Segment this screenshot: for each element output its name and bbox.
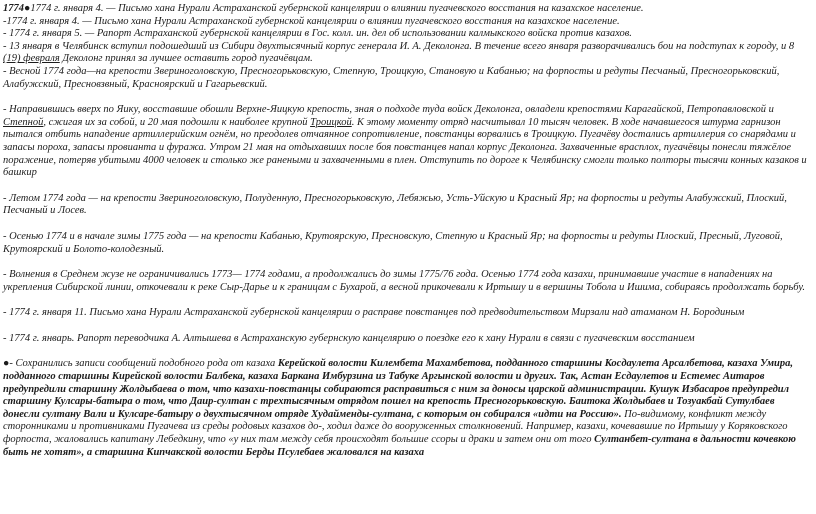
paragraph-6: - Направившись вверх по Яику, восставшие обошли Верхне-Яицкую крепость, зная о подходе туда войск Деколонга, овладели крепостями Карагайской, Петропавловской и Степной, сжигая их за собой, и 20 мая подошли к наиболее крупной Троицкой. К этому моменту отряд насчитывал 10 тысяч человек. В ходе начавшегося штурма гарнизон пытался отбить нападение артиллерийским огнём, но преодолев отчаянное сопротивление, повстанцы ворвались в Троицкую. Пугачёву достались артиллерия со снарядами и запасы пороха, запасы провианта и фуража. Утром 21 мая на отдыхавших после боя повстанцев напал корпус Деколонга. Захваченные врасплох, пугачёвцы понесли тяжёлое поражение, потеряв убитыми 4000 человек и столько же ранеными и захваченными в плен. Отступить по дороге к Челябинску смогли только полторы тысячи конных казаков и башкир — [3, 104, 807, 179]
troitskaya-link[interactable]: Троицкой — [310, 116, 352, 128]
paragraph-12: ●- Сохранились записи сообщений подобного рода от казаха Керейской волости Килембета Махамбетова, подданного старшины Косдаулета Арсалбетова, казаха Умира, подданного старшины Кирейской волости Балбека, казаха Баркана Имбурзина из Табуке Аргынской волости и других. Так, Астан Есдаулетов и Естемес Аитаров предупредили старшину Жолдыбаева о том, что казахи-повстанцы собираются расправиться с ним за доносы царской администрации. Кушук Избасаров предупредил старшину Кулсары-батыра о том, что Даир-султан с трехтысячным отрядом пошел на крепость Пресногорьковскую. Баитока Жолдыбаев и Тозуакбай Сутулбаев донесли султану Вали и Кулсаре-батыру о двухтысячном отряде Худайменды-султана, с которым он собирался «идти на Россию». По-видимому, конфликт между сторонниками и противниками Пугачева из среды родовых казахов до-, ходил даже до вооруженных столкновений. Например, казахи, кочевавшие по Иртышу у Коряковского форпоста, жаловались капитану Лебедкину, что «у них там между себя происходят большие ссоры и драки и затем они от того Султанбет-султана в дальности кочевкою быть не хотят», а старшина Кипчакской волости Берды Псулебаев жаловался на казаха — [3, 358, 796, 458]
paragraph-11: - 1774 г. январь. Рапорт переводчика А. Алтышева в Астраханскую губернскую канцелярию о поездке его к хану Нурали в связи с пугачевским восстанием — [3, 332, 695, 344]
paragraph-5: - Весной 1774 года—на крепости Звериноголовскую, Пресногорьковскую, Степную, Троицкую, Становую и Кабанью; на форпосты и редуты Песчаный, Пресногорьковский, Алабужский, Пресновзвный, Красноярский и Гагарьевский. — [3, 65, 780, 90]
bullet-icon: ● — [3, 358, 10, 370]
date-link[interactable]: (19) февраля — [3, 53, 60, 65]
paragraph-8: - Осенью 1774 и в начале зимы 1775 года — на крепости Кабанью, Крутоярскую, Пресновскую, Степную и Красный Яр; на форпосты и редуты Плоский, Пресный, Луговой, Крутоярский и Болото-колодезный. — [3, 230, 783, 255]
document-body — [3, 3, 811, 459]
paragraph-4: - 13 января в Челябинск вступил подошедший из Сибири двухтысячный корпус генерала И. А. Деколонга. В течение всего января разворачивались бои на подступах к городу, и 8 (19) февраля Деколонг принял за лучшее оставить город пугачёвцам. — [3, 40, 795, 65]
paragraph-7: - Летом 1774 года — на крепости Звериноголовскую, Полуденную, Пресногорьковскую, Лебяжью, Усть-Уйскую и Красный Яр; на форпосты и редуты Алабужский, Плоский, Песчаный и Лосев. — [3, 192, 787, 217]
stepnaya-link[interactable]: Степной — [3, 116, 44, 128]
paragraph-9: - Волнения в Среднем жузе не ограничивались 1773— 1774 годами, а продолжались до зимы 1775/76 года. Осенью 1774 года казахи, принимавшие участие в нападениях на укрепления Сибирской линии, откочевали к реке Сыр-Дарье и к границам с Бухарой, а весной прикочевали к Иртышу и в вершины Тобола и Ишима, собираясь продолжать борьбу. — [3, 269, 806, 293]
paragraph-1: 1774●1774 г. января 4. — Письмо хана Нурали Астраханской губернской канцелярии о влиянии пугачевского восстания на казахское население. — [3, 3, 644, 14]
paragraph-3: - 1774 г. января 5. — Рапорт Астраханской губернской канцелярии в Гос. колл. ин. дел об использовании калмыкского войска против казахов. — [3, 28, 632, 40]
year-label: 1774 — [3, 3, 24, 14]
paragraph-10: - 1774 г. января 11. Письмо хана Нурали Астраханской губернской канцелярии о расправе повстанцев под предводительством Мирзали над атаманом Н. Бородиным — [3, 307, 745, 319]
bullet-icon: ● — [24, 3, 31, 14]
paragraph-2: -1774 г. января 4. — Письмо хана Нурали Астраханской губернской канцелярии о влиянии пугачевского восстания на казахское население. — [3, 15, 620, 27]
